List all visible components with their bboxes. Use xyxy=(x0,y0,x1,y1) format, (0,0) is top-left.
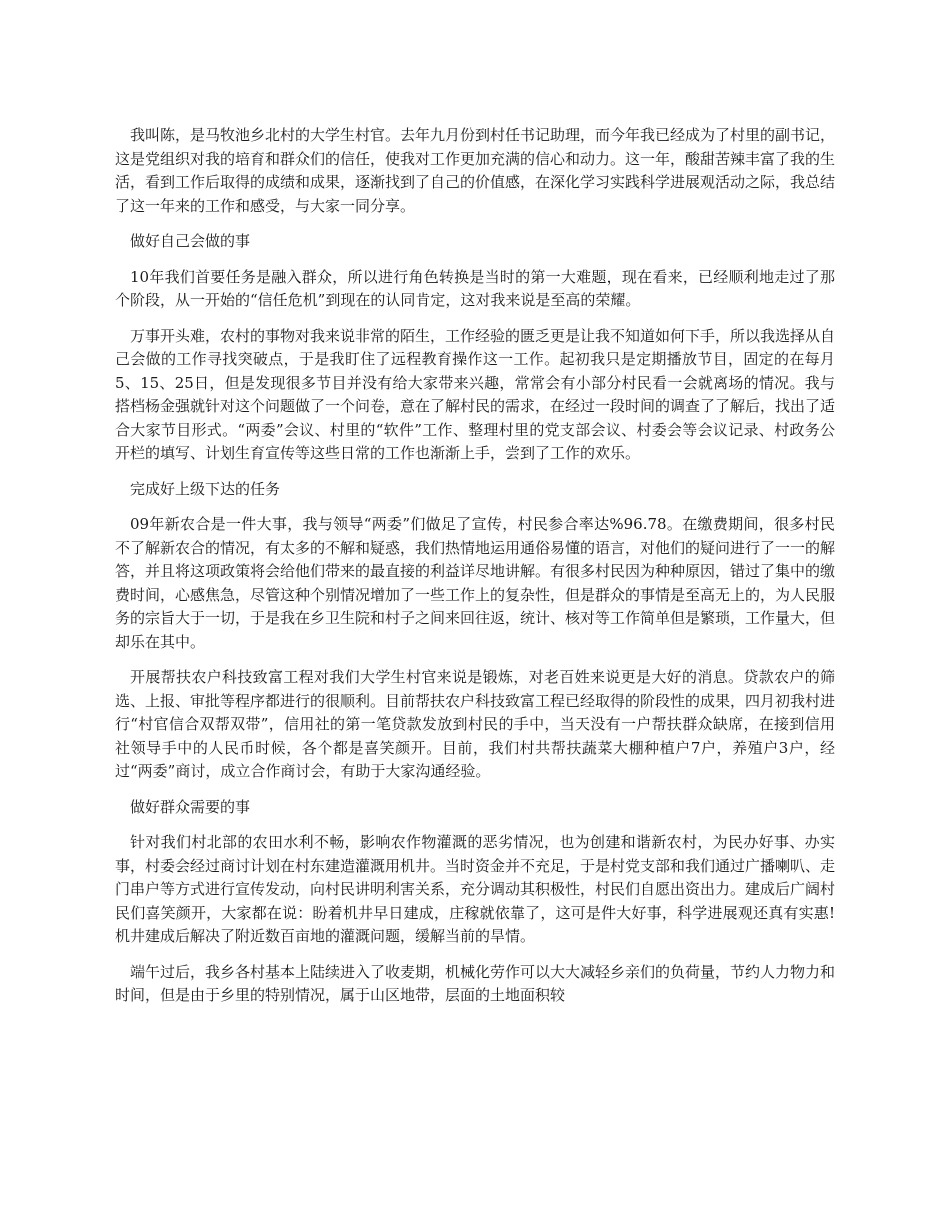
paragraph-tech-assistance: 开展帮扶农户科技致富工程对我们大学生村官来说是锻炼，对老百姓来说更是大好的消息。贷款农户的筛选、上报、审批等程序都进行的很顺利。目前帮扶农户科技致富工程已经取得的阶段性的成果，四月初我村进行“村官信合双帮双带”，信用社的第一笔贷款发放到村民的手中，当天没有一户帮扶群众缺席，在接到信用社领导手中的人民币时候，各个都是喜笑颜开。目前，我们村共帮扶蔬菜大棚种植户7户，养殖户3户，经过“两委”商讨，成立合作商讨会，有助于大家沟通经验。 xyxy=(115,668,835,780)
paragraph-irrigation-well: 针对我们村北部的农田水利不畅，影响农作物灌溉的恶劣情况，也为创建和谐新农村，为民办好事、办实事，村委会经过商讨计划在村东建造灌溉用机井。当时资金并不充足，于是村党支部和我们通过广播喇叭、走门串户等方式进行宣传发动，向村民讲明利害关系，充分调动其积极性，村民们自愿出资出力。建成后广阔村民们喜笑颜开，大家都在说：盼着机井早日建成，庄稼就依靠了，这可是件大好事，科学进展观还真有实惠!机井建成后解决了附近数百亩地的灌溉问题，缓解当前的旱情。 xyxy=(115,833,835,945)
section-heading-own-work: 做好自己会做的事 xyxy=(130,232,251,250)
section-heading-public-needs: 做好群众需要的事 xyxy=(130,797,251,816)
document-body xyxy=(115,124,835,1224)
section-heading-superior-tasks: 完成好上级下达的任务 xyxy=(130,479,281,498)
paragraph-role-change: 10年我们首要任务是融入群众，所以进行角色转换是当时的第一大难题，现在看来，已经顺利地走过了那个阶段，从一开始的“信任危机”到现在的认同肯定，这对我来说是至高的荣耀。 xyxy=(115,267,835,309)
paragraph-remote-education: 万事开头难，农村的事物对我来说非常的陌生，工作经验的匮乏更是让我不知道如何下手，所以我选择从自己会做的工作寻找突破点，于是我盯住了远程教育操作这一工作。起初我只是定期播放节目，固定的在每月5、15、25日，但是发现很多节目并没有给大家带来兴趣，常常会有小部分村民看一会就离场的情况。我与搭档杨金强就针对这个问题做了一个问卷，意在了解村民的需求，在经过一段时间的调查了了解后，找出了适合大家节目形式。“两委”会议、村里的“软件”工作、整理村里的党支部会议、村委会等会议记录、村政务公开栏的填写、计划生育宣传等这些日常的工作也渐渐上手，尝到了工作的欢乐。 xyxy=(115,326,835,462)
paragraph-intro: 我叫陈，是马牧池乡北村的大学生村官。去年九月份到村任书记助理，而今年我已经成为了村里的副书记，这是党组织对我的培育和群众们的信任，使我对工作更加充满的信心和动力。这一年，酸甜苦辣丰富了我的生活，看到工作后取得的成绩和成果，逐渐找到了自己的价值感，在深化学习实践科学进展观活动之际，我总结了这一年来的工作和感受，与大家一同分享。 xyxy=(115,126,835,215)
paragraph-harvest: 端午过后，我乡各村基本上陆续进入了收麦期，机械化劳作可以大大减轻乡亲们的负荷量，节约人力物力和时间，但是由于乡里的特别情况，属于山区地带，层面的土地面积较 xyxy=(115,962,835,1004)
paragraph-new-rural-coop: 09年新农合是一件大事，我与领导“两委”们做足了宣传，村民参合率达%96.78。在缴费期间，很多村民不了解新农合的情况，有太多的不解和疑惑，我们热情地运用通俗易懂的语言，对他们的疑问进行了一一的解答，并且将这项政策将会给他们带来的最直接的利益详尽地讲解。有很多村民因为种种原因，错过了集中的缴费时间，心感焦急，尽管这种个别情况增加了一些工作上的复杂性，但是群众的事情是至高无上的，为人民服务的宗旨大于一切，于是我在乡卫生院和村子之间来回往返，统计、核对等工作简单但是繁琐，工作量大，但却乐在其中。 xyxy=(115,515,835,651)
